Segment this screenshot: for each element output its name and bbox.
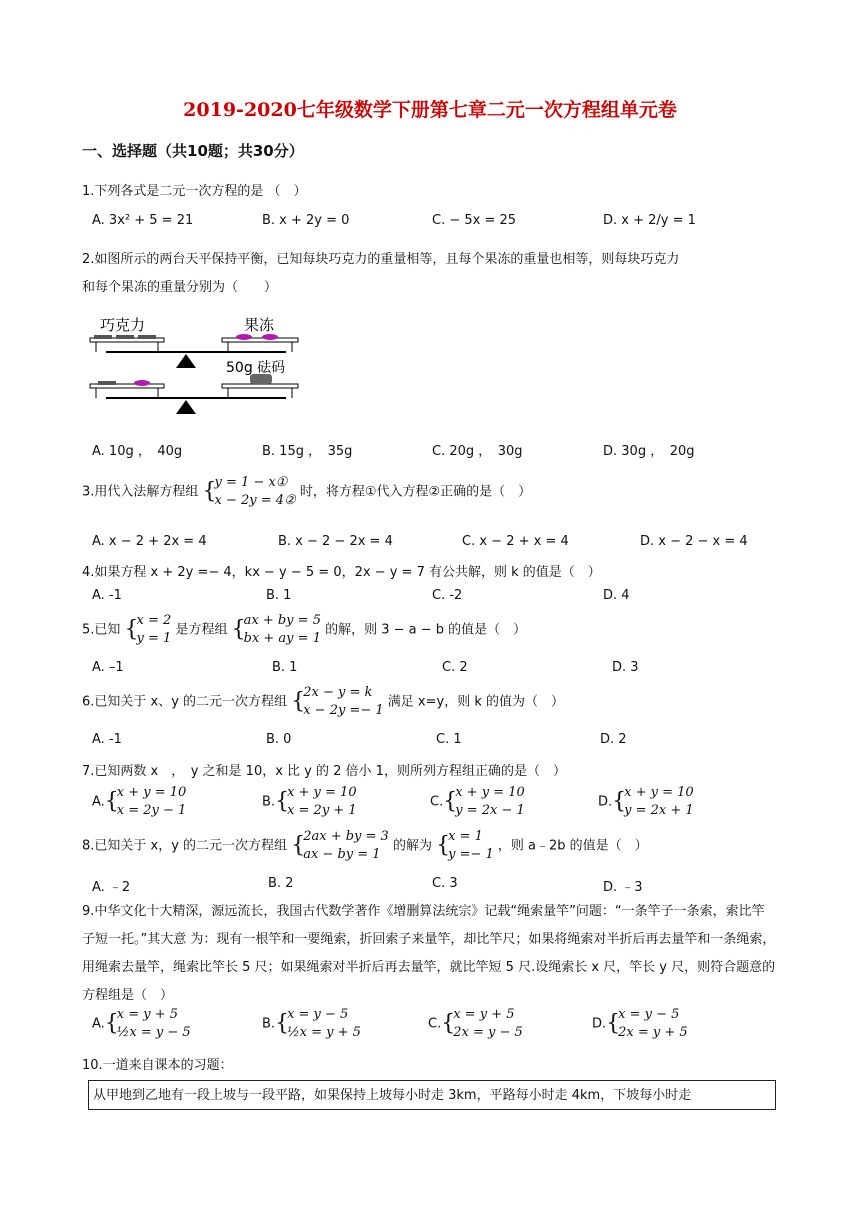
q4-option-d: D. 4 — [603, 588, 630, 603]
section-heading: 一、选择题（共10题；共30分） — [82, 142, 304, 160]
q2-option-d: D. 30g ， 20g — [603, 444, 695, 459]
q3-post: 时，将方程①代入方程②正确的是（ ） — [299, 484, 532, 500]
q1-option-a: A. 3x² + 5 = 21 — [92, 213, 194, 228]
jelly-label: 果冻 — [244, 316, 275, 334]
question-9-stem: 9.中华文化十大精深，源远流长，我国古代数学著作《增删算法统宗》记载“绳索量竿”问题：“一条竿子一条索，索比竿子短一托。”其大意 为：现有一根竿和一要绳索，折回索子来量竿，却比竿尺；如果将绳索对半折后再去量竿和一条绳索，用绳索去量竿，绳索比竿长 5 尺；如果绳索对半折后再去量竿，就比竿短 5 尺.设绳索长 x 尺，竿长 y 尺，则符合题意的方程组是（ ） — [82, 904, 776, 1003]
q5-system: { ax + by = 5 bx + ay = 1 — [232, 612, 321, 648]
question-3-stem — [82, 474, 531, 510]
q6-option-d: D. 2 — [600, 732, 627, 747]
question-1-stem: 1.下列各式是二元一次方程的是 （ ） — [82, 184, 307, 199]
q7-option-b: B. { x + y = 10 x = 2y + 1 — [262, 784, 357, 820]
question-4-stem: 4.如果方程 x + 2y =− 4，kx − y − 5 = 0，2x − y = 7 有公共解，则 k 的值是（ ） — [82, 565, 601, 580]
q2-option-b: B. 15g ， 35g — [262, 444, 353, 459]
q3-system: { y = 1 − x① x − 2y = 4② — [203, 474, 296, 510]
question-2-stem-line1: 2.如图所示的两台天平保持平衡，已知每块巧克力的重量相等，且每个果冻的重量也相等，则每块巧克力 — [82, 252, 680, 267]
question-5-stem: 5.已知 { x = 2 y = 1 是方程组 { ax + by = 5 bx + ay = 1 的解，则 3 − a − b 的值是（ ） — [82, 612, 526, 648]
q3-option-c: C. x − 2 + x = 4 — [462, 534, 569, 549]
q9-option-b: B. { x = y − 5 ½x = y + 5 — [262, 1006, 361, 1042]
q7-option-d: D. { x + y = 10 y = 2x + 1 — [598, 784, 694, 820]
q2-option-c: C. 20g ， 30g — [432, 444, 523, 459]
q3-pre: 3.用代入法解方程组 — [82, 484, 199, 500]
q5-option-a: A. –1 — [92, 660, 124, 675]
q1-option-d: D. x + 2/y = 1 — [603, 213, 696, 228]
q8-option-c: C. 3 — [432, 876, 458, 891]
balance-figure — [86, 308, 310, 420]
question-8-stem: 8.已知关于 x，y 的二元一次方程组 { 2ax + by = 3 ax − by = 1 的解为 { x = 1 y =− 1 ，则 a﹣2b 的值是（ ） — [82, 828, 648, 864]
q5-option-c: C. 2 — [442, 660, 468, 675]
q7-option-c: C. { x + y = 10 y = 2x − 1 — [430, 784, 525, 820]
q2-option-a: A. 10g ， 40g — [92, 444, 183, 459]
q9-option-d: D. { x = y − 5 2x = y + 5 — [592, 1006, 688, 1042]
q8-solution: { x = 1 y =− 1 — [436, 828, 494, 864]
q5-option-d: D. 3 — [612, 660, 639, 675]
q4-option-c: C. -2 — [432, 588, 463, 603]
q4-option-a: A. -1 — [92, 588, 122, 603]
page-title: 2019-2020七年级数学下册第七章二元一次方程组单元卷 — [183, 99, 677, 121]
q6-option-c: C. 1 — [436, 732, 462, 747]
q9-option-c: C. { x = y + 5 2x = y − 5 — [428, 1006, 523, 1042]
question-10-stem: 10.一道来自课本的习题： — [82, 1058, 233, 1073]
q6-option-a: A. -1 — [92, 732, 122, 747]
q3-option-a: A. x − 2 + 2x = 4 — [92, 534, 207, 549]
q5-solution: { x = 2 y = 1 — [125, 612, 172, 648]
q1-option-b: B. x + 2y = 0 — [262, 213, 350, 228]
q6-system: { 2x − y = k x − 2y =− 1 — [291, 684, 383, 720]
q1-option-c: C. − 5x = 25 — [432, 213, 517, 228]
q6-option-b: B. 0 — [266, 732, 292, 747]
q3-option-d: D. x − 2 − x = 4 — [640, 534, 748, 549]
q4-option-b: B. 1 — [266, 588, 292, 603]
q8-option-d: D. ﹣3 — [603, 880, 643, 895]
q10-problem-box: 从甲地到乙地有一段上坡与一段平路，如果保持上坡每小时走 3km，平路每小时走 4km，下坡每小时走 — [88, 1080, 776, 1110]
weight-label: 50g 砝码 — [226, 360, 286, 376]
chocolate-label: 巧克力 — [100, 316, 146, 334]
q8-option-a: A. ﹣2 — [92, 880, 131, 895]
q8-option-b: B. 2 — [268, 876, 294, 891]
question-2-stem-line2: 和每个果冻的重量分别为（ ） — [82, 280, 278, 295]
q5-option-b: B. 1 — [272, 660, 298, 675]
q7-option-a: A. { x + y = 10 x = 2y − 1 — [92, 784, 186, 820]
q9-option-a: A. { x = y + 5 ½x = y − 5 — [92, 1006, 191, 1042]
question-6-stem: 6.已知关于 x、y 的二元一次方程组 { 2x − y = k x − 2y =− 1 满足 x=y，则 k 的值为（ ） — [82, 684, 564, 720]
q8-system: { 2ax + by = 3 ax − by = 1 — [291, 828, 389, 864]
q3-option-b: B. x − 2 − 2x = 4 — [278, 534, 393, 549]
question-7-stem: 7.已知两数 x ， y 之和是 10，x 比 y 的 2 倍小 1，则所列方程组正确的是（ ） — [82, 764, 566, 779]
